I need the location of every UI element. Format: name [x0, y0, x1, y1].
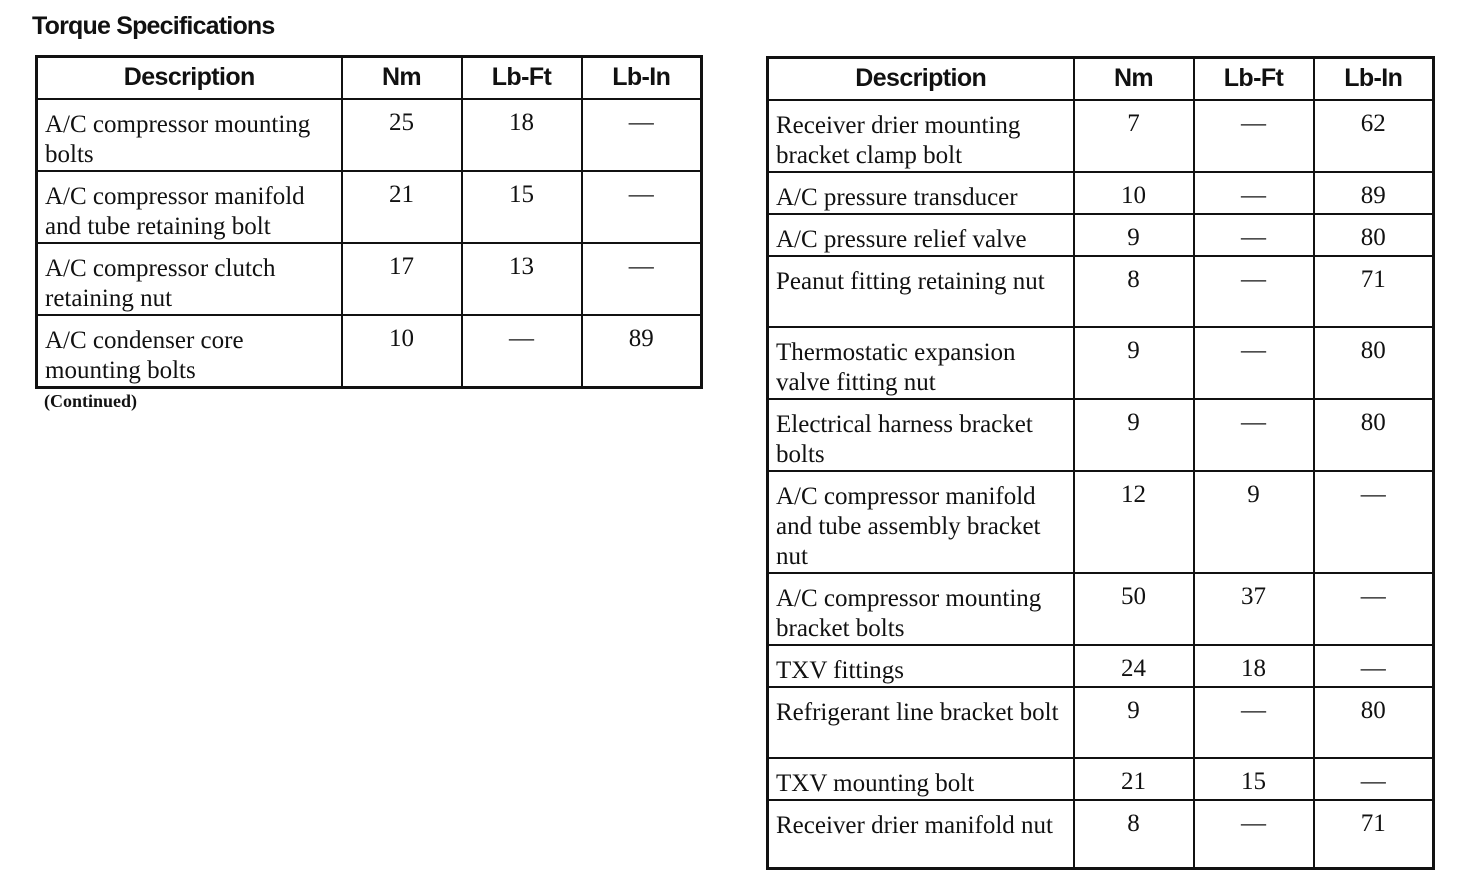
- cell-lbin: 80: [1314, 687, 1434, 758]
- cell-lbft: —: [1194, 399, 1314, 471]
- header-description: Description: [768, 58, 1074, 100]
- cell-lbin: —: [1314, 645, 1434, 687]
- cell-lbft: —: [1194, 800, 1314, 869]
- cell-lbin: —: [582, 171, 702, 243]
- table-row: [37, 171, 702, 243]
- cell-description: Thermostatic expansion valve fitting nut: [768, 327, 1074, 399]
- cell-lbin: 89: [1314, 172, 1434, 214]
- cell-lbin: —: [1314, 758, 1434, 800]
- header-lbin: Lb-In: [1314, 58, 1434, 100]
- table-row: [768, 758, 1434, 800]
- cell-nm: 8: [1074, 800, 1194, 869]
- cell-lbft: —: [1194, 327, 1314, 399]
- torque-table-left: [35, 55, 703, 389]
- cell-description: Receiver drier mounting bracket clamp bolt: [768, 100, 1074, 172]
- cell-lbft: —: [1194, 214, 1314, 256]
- page-title: Torque Specifications: [32, 12, 275, 40]
- cell-description: A/C compressor manifold and tube retaining bolt: [37, 171, 342, 243]
- table-header-row: [768, 58, 1434, 100]
- table-row: [768, 573, 1434, 645]
- cell-description: A/C compressor clutch retaining nut: [37, 243, 342, 315]
- cell-lbft: 15: [1194, 758, 1314, 800]
- table-row: [768, 327, 1434, 399]
- header-description: Description: [37, 57, 342, 99]
- cell-lbin: 80: [1314, 327, 1434, 399]
- cell-nm: 9: [1074, 399, 1194, 471]
- cell-description: Receiver drier manifold nut: [768, 800, 1074, 869]
- cell-lbft: 15: [462, 171, 582, 243]
- cell-description: A/C condenser core mounting bolts: [37, 315, 342, 388]
- table-row: [768, 100, 1434, 172]
- torque-table-right: [766, 56, 1435, 870]
- header-lbft: Lb-Ft: [462, 57, 582, 99]
- table-row: [768, 256, 1434, 327]
- cell-description: A/C compressor mounting bracket bolts: [768, 573, 1074, 645]
- cell-lbft: —: [1194, 100, 1314, 172]
- cell-nm: 9: [1074, 327, 1194, 399]
- cell-nm: 24: [1074, 645, 1194, 687]
- cell-nm: 10: [342, 315, 462, 388]
- cell-nm: 7: [1074, 100, 1194, 172]
- cell-lbin: 80: [1314, 214, 1434, 256]
- cell-description: Refrigerant line bracket bolt: [768, 687, 1074, 758]
- table-header-row: [37, 57, 702, 99]
- table-row: [37, 99, 702, 171]
- cell-lbin: —: [582, 99, 702, 171]
- cell-nm: 17: [342, 243, 462, 315]
- cell-nm: 9: [1074, 687, 1194, 758]
- cell-description: A/C pressure relief valve: [768, 214, 1074, 256]
- cell-lbft: —: [462, 315, 582, 388]
- table-row: [768, 471, 1434, 573]
- cell-lbft: 37: [1194, 573, 1314, 645]
- cell-lbin: 71: [1314, 256, 1434, 327]
- cell-description: TXV fittings: [768, 645, 1074, 687]
- table-row: [768, 645, 1434, 687]
- cell-lbin: 89: [582, 315, 702, 388]
- cell-nm: 10: [1074, 172, 1194, 214]
- cell-description: A/C compressor manifold and tube assembly bracket nut: [768, 471, 1074, 573]
- header-lbin: Lb-In: [582, 57, 702, 99]
- cell-nm: 50: [1074, 573, 1194, 645]
- table-row: [768, 399, 1434, 471]
- cell-lbin: —: [1314, 471, 1434, 573]
- cell-nm: 25: [342, 99, 462, 171]
- header-nm: Nm: [1074, 58, 1194, 100]
- cell-lbft: 18: [462, 99, 582, 171]
- cell-description: Peanut fitting retaining nut: [768, 256, 1074, 327]
- table-row: [768, 800, 1434, 869]
- cell-lbft: —: [1194, 256, 1314, 327]
- cell-lbin: —: [1314, 573, 1434, 645]
- cell-nm: 21: [342, 171, 462, 243]
- cell-description: Electrical harness bracket bolts: [768, 399, 1074, 471]
- cell-lbin: —: [582, 243, 702, 315]
- cell-description: TXV mounting bolt: [768, 758, 1074, 800]
- cell-description: A/C compressor mounting bolts: [37, 99, 342, 171]
- table-row: [37, 243, 702, 315]
- cell-lbin: 71: [1314, 800, 1434, 869]
- cell-nm: 8: [1074, 256, 1194, 327]
- table-row: [768, 172, 1434, 214]
- continued-note: (Continued): [44, 391, 138, 411]
- cell-nm: 21: [1074, 758, 1194, 800]
- cell-lbin: 80: [1314, 399, 1434, 471]
- cell-lbft: 18: [1194, 645, 1314, 687]
- cell-lbin: 62: [1314, 100, 1434, 172]
- cell-description: A/C pressure transducer: [768, 172, 1074, 214]
- cell-lbft: 13: [462, 243, 582, 315]
- table-row: [768, 687, 1434, 758]
- cell-lbft: 9: [1194, 471, 1314, 573]
- cell-nm: 9: [1074, 214, 1194, 256]
- table-row: [768, 214, 1434, 256]
- header-nm: Nm: [342, 57, 462, 99]
- header-lbft: Lb-Ft: [1194, 58, 1314, 100]
- table-row: [37, 315, 702, 388]
- cell-nm: 12: [1074, 471, 1194, 573]
- cell-lbft: —: [1194, 172, 1314, 214]
- cell-lbft: —: [1194, 687, 1314, 758]
